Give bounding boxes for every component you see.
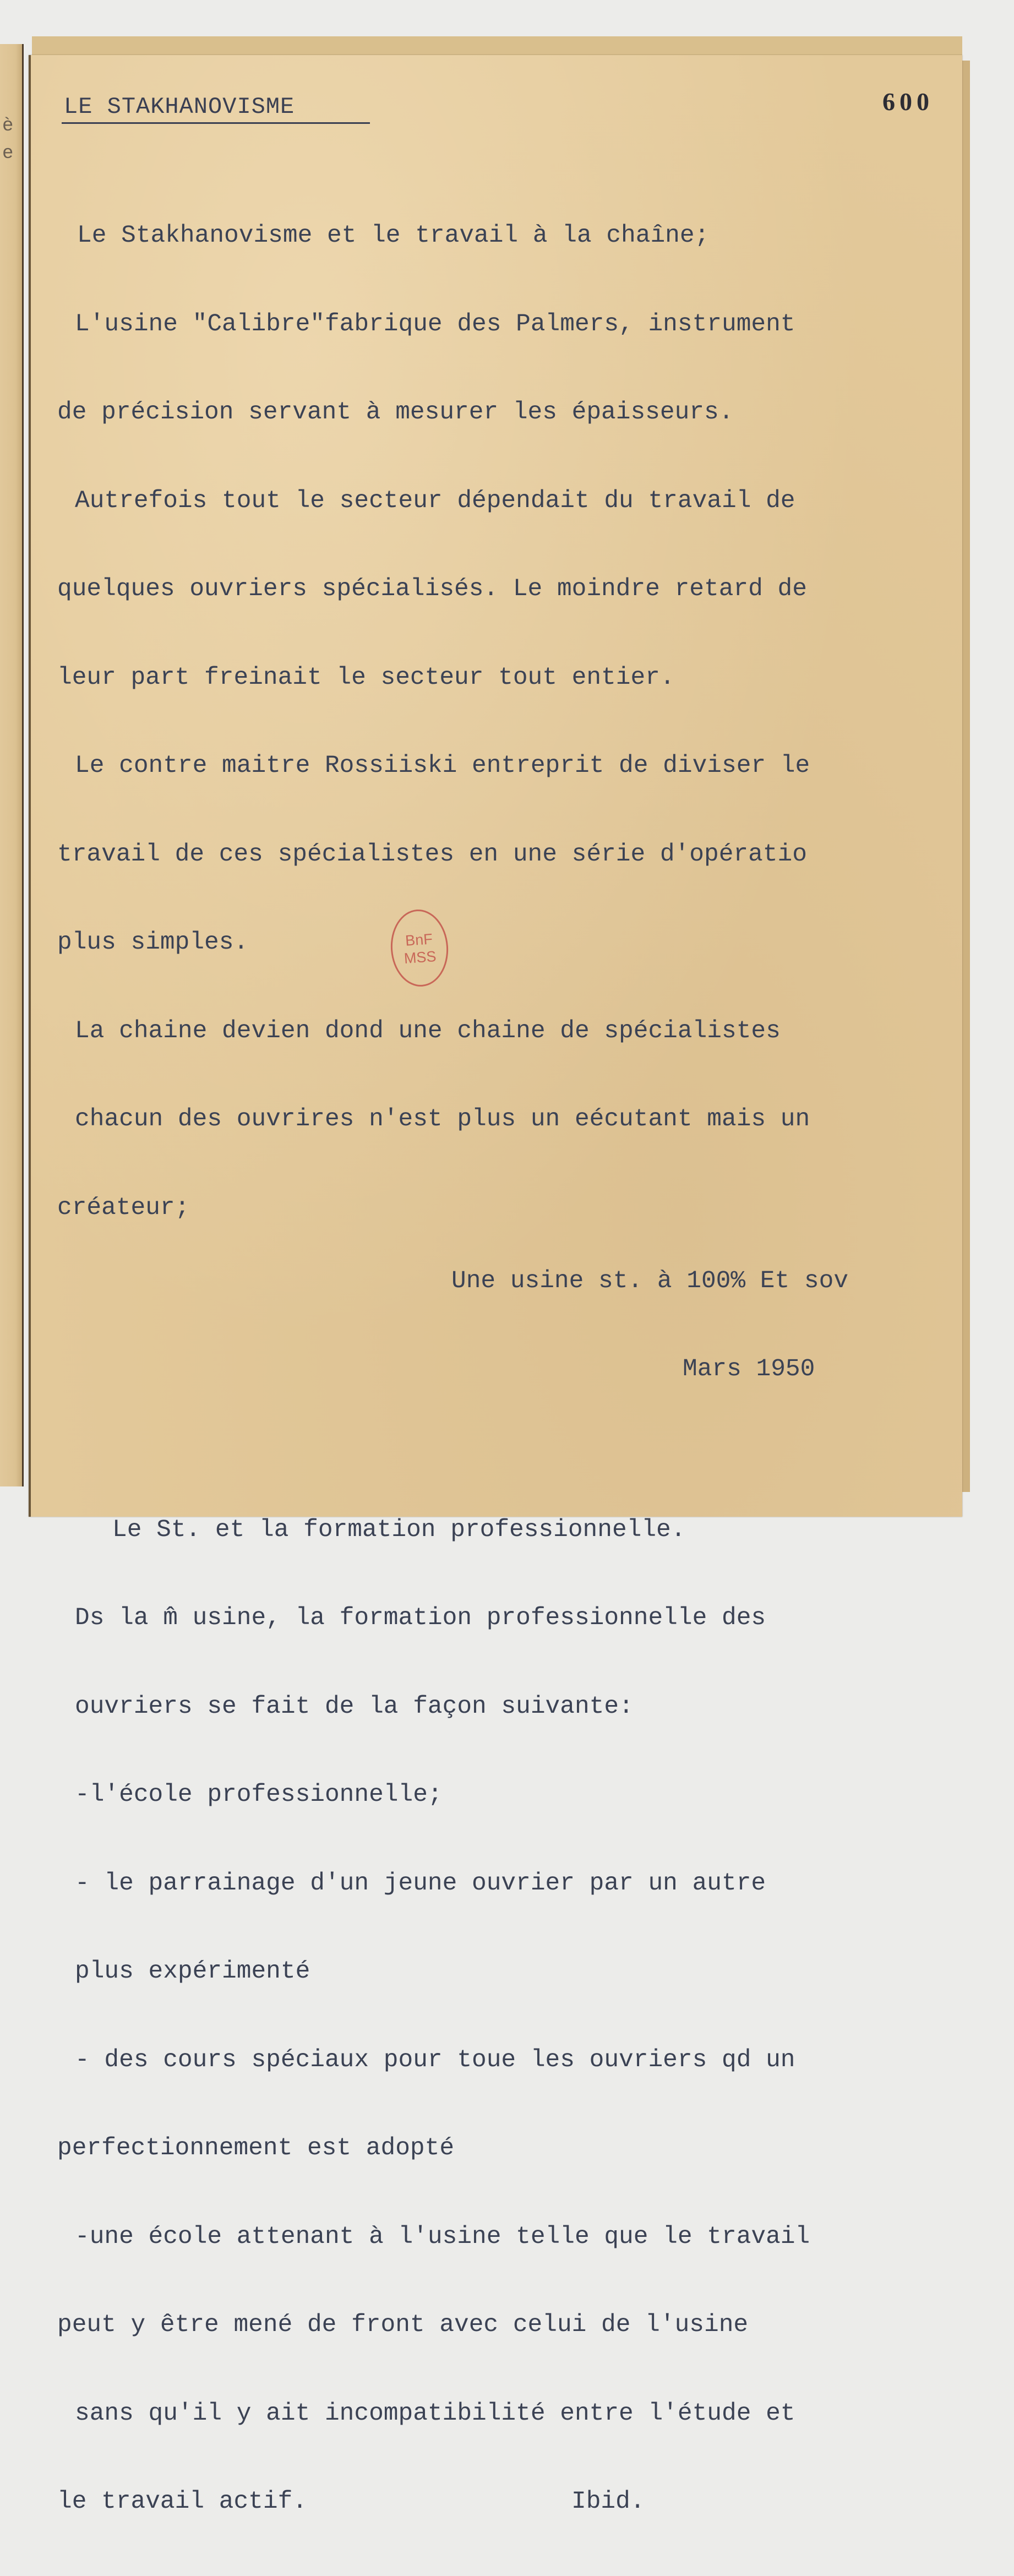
- typed-text: [44, 162, 958, 2576]
- text-line: La chaine devien dond une chaine de spécialistes: [75, 1017, 781, 1045]
- text-line: Ds la m̂ usine, la formation professionnelle des: [75, 1604, 766, 1632]
- text-line: quelques ouvriers spécialisés. Le moindre retard de: [57, 575, 807, 603]
- source-citation: Ibid.: [571, 2488, 645, 2515]
- text-line: plus expérimenté: [75, 1958, 310, 1985]
- text-line: créateur;: [57, 1194, 190, 1222]
- card-heading: LE STAKHANOVISME: [64, 94, 295, 120]
- text-line: sans qu'il y ait incompatibilité entre l'étude et: [75, 2399, 795, 2427]
- text-line: travail de ces spécialistes en une série d'opératio: [57, 840, 807, 868]
- index-card: [29, 55, 962, 2515]
- folio-number: 600: [882, 88, 934, 116]
- text-line: [44, 2487, 958, 2517]
- text-line-content: le travail actif.: [57, 2488, 307, 2515]
- previous-page-char: è: [2, 116, 14, 137]
- text-line: -l'école professionnelle;: [75, 1781, 443, 1809]
- stamp-line: MSS: [403, 947, 437, 967]
- previous-page-edge: [0, 44, 24, 1486]
- text-line: leur part freinait le secteur tout entier.: [57, 663, 675, 691]
- text-line: Autrefois tout le secteur dépendait du travail de: [75, 487, 795, 515]
- text-line: ouvriers se fait de la façon suivante:: [75, 1692, 634, 1720]
- source-citation: Une usine st. à 100% Et sov: [451, 1267, 849, 1295]
- text-line: perfectionnement est adopté: [57, 2134, 455, 2162]
- previous-page-char: e: [2, 143, 14, 164]
- section-heading: Le St. et la formation professionnelle.: [112, 1516, 686, 1544]
- text-line: -une école attenant à l'usine telle que le travail: [75, 2223, 810, 2251]
- heading-underline: [62, 122, 370, 124]
- text-line: - des cours spéciaux pour toue les ouvriers qd un: [75, 2046, 795, 2074]
- text-line: peut y être mené de front avec celui de l'usine: [57, 2311, 749, 2339]
- text-line: chacun des ouvrires n'est plus un eécutant mais un: [75, 1105, 810, 1133]
- section-heading: Le Stakhanovisme et le travail à la chaîne;: [77, 222, 710, 249]
- text-line: - le parrainage d'un jeune ouvrier par un autre: [75, 1869, 766, 1897]
- text-line: L'usine "Calibre"fabrique des Palmers, instrument: [75, 310, 795, 338]
- text-line: plus simples.: [57, 929, 249, 956]
- source-date: Mars 1950: [683, 1355, 815, 1383]
- stamp-line: BnF: [405, 930, 433, 949]
- text-line: Le contre maitre Rossiiski entreprit de diviser le: [75, 752, 810, 780]
- text-line: de précision servant à mesurer les épaisseurs.: [57, 399, 734, 426]
